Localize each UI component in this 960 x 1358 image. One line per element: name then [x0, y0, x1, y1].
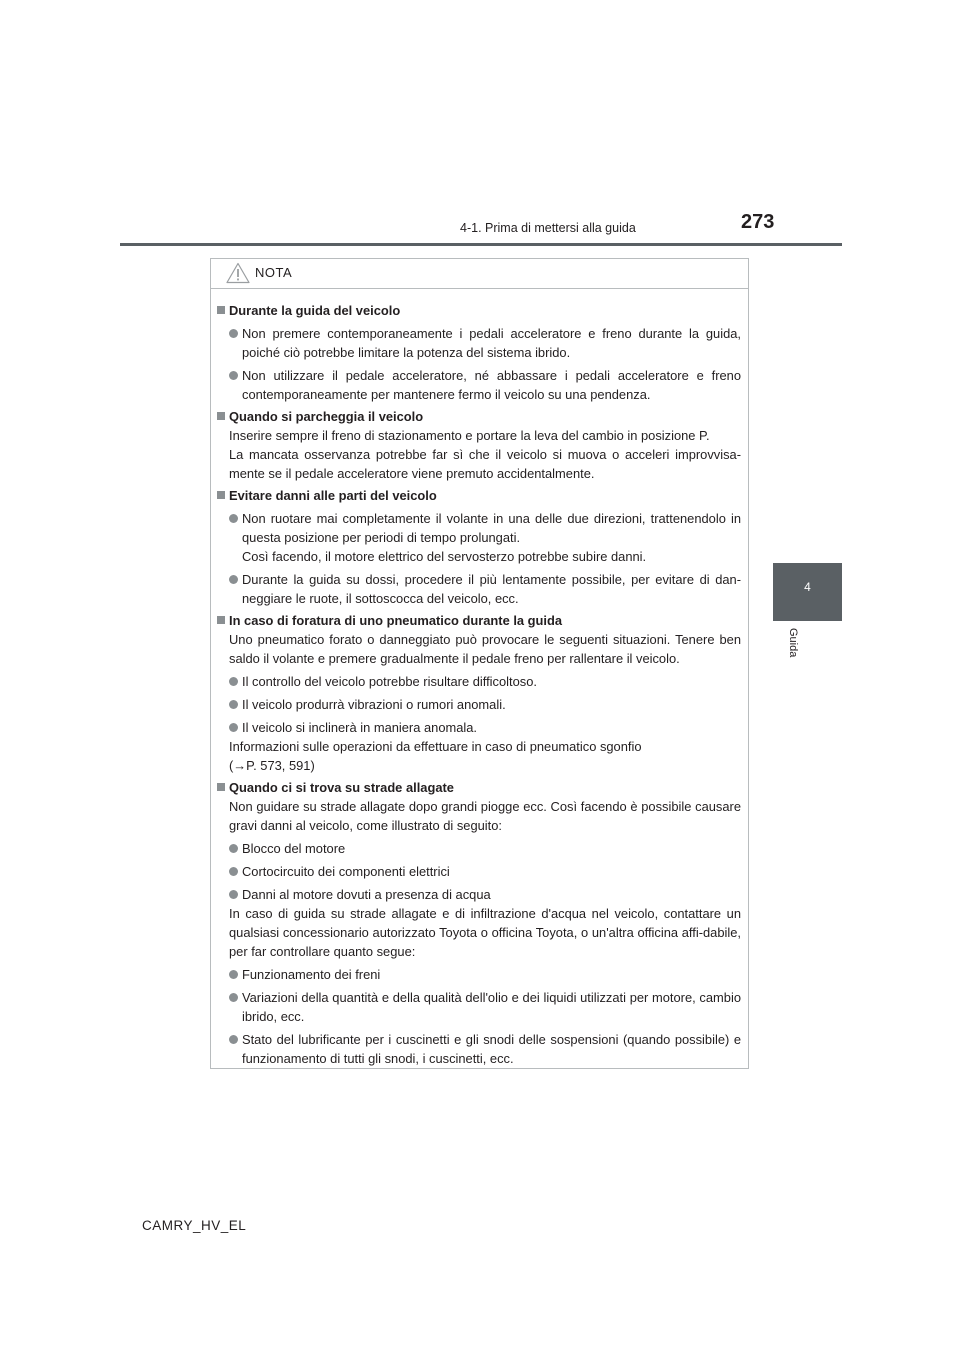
bullet-text: Il controllo del veicolo potrebbe risultare difficoltoso. — [242, 674, 537, 689]
circle-bullet-icon — [229, 329, 238, 338]
notice-section — [217, 611, 741, 775]
circle-bullet-icon — [229, 890, 238, 899]
bullet-text: Cortocircuito dei componenti elettrici — [242, 864, 450, 879]
circle-bullet-icon — [229, 514, 238, 523]
circle-bullet-icon — [229, 700, 238, 709]
paragraph: In caso di guida su strade allagate e di infiltrazione d'acqua nel veicolo, contattare un qualsiasi concessionario autorizzato Toyota o officina Toyota, o un'altra officina affi-dabile, per far controllare quanto segue: — [229, 906, 741, 959]
notice-title: NOTA — [255, 265, 293, 280]
paragraph: Non guidare su strade allagate dopo grandi piogge ecc. Così facendo è possibile causare gravi danni al veicolo, come illustrato di seguito: — [229, 799, 741, 833]
bullet-text: Il veicolo produrrà vibrazioni o rumori anomali. — [242, 697, 506, 712]
section-title — [217, 301, 741, 320]
header-rule — [120, 243, 842, 246]
warning-triangle-icon — [226, 262, 250, 284]
bullet-item — [217, 965, 741, 984]
bullet-item — [217, 885, 741, 904]
bullet-text: Danni al motore dovuti a presenza di acqua — [242, 887, 491, 902]
section-title-text: In caso di foratura di uno pneumatico durante la guida — [229, 613, 563, 628]
notice-section — [217, 407, 741, 483]
circle-bullet-icon — [229, 371, 238, 380]
section-title-text: Quando si parcheggia il veicolo — [229, 409, 424, 424]
bullet-item — [217, 862, 741, 881]
bullet-item — [217, 570, 741, 608]
square-bullet-icon — [217, 616, 225, 624]
square-bullet-icon — [217, 412, 225, 420]
notice-section — [217, 486, 741, 608]
bullet-item — [217, 988, 741, 1026]
footer-model-code: CAMRY_HV_EL — [142, 1218, 247, 1233]
circle-bullet-icon — [229, 970, 238, 979]
chapter-label — [787, 628, 801, 668]
paragraph: (→P. 573, 591) — [229, 758, 315, 773]
square-bullet-icon — [217, 783, 225, 791]
chapter-label-text: Guida — [787, 628, 799, 658]
bullet-text: Variazioni della quantità e della qualità dell'olio e dei liquidi utilizzati per motore, cambio ibrido, ecc. — [242, 990, 741, 1024]
bullet-text: Non utilizzare il pedale acceleratore, né abbassare i pedali acceleratore e freno contemporaneamente per mantenere fermo il veicolo su una pendenza. — [242, 368, 741, 402]
circle-bullet-icon — [229, 723, 238, 732]
bullet-item — [217, 1030, 741, 1068]
circle-bullet-icon — [229, 575, 238, 584]
bullet-text: Non premere contemporaneamente i pedali acceleratore e freno durante la guida, poiché ciò potrebbe limitare la potenza del sistema ibrido. — [242, 326, 741, 360]
section-title-text: Durante la guida del veicolo — [229, 303, 401, 318]
chapter-tab — [773, 563, 842, 621]
bullet-text: Durante la guida su dossi, procedere il più lentamente possibile, per evitare di dan-neggiare le ruote, il sottoscocca del veicolo, ecc. — [242, 572, 741, 606]
square-bullet-icon — [217, 306, 225, 314]
bullet-text: Non ruotare mai completamente il volante in una delle due direzioni, trattenendolo in questa posizione per periodi di tempo prolungati. — [242, 511, 741, 545]
chapter-number: 4 — [804, 580, 811, 594]
page-number: 273 — [741, 211, 775, 233]
section-title-text: Evitare danni alle parti del veicolo — [229, 488, 437, 503]
bullet-text: Funzionamento dei freni — [242, 967, 381, 982]
header-section-title: 4-1. Prima di mettersi alla guida — [460, 221, 636, 235]
bullet-item — [217, 509, 741, 566]
bullet-item — [217, 839, 741, 858]
paragraph: Informazioni sulle operazioni da effettuare in caso di pneumatico sgonfio — [229, 739, 642, 754]
notice-body — [211, 289, 748, 1068]
section-title — [217, 778, 741, 797]
section-title — [217, 407, 741, 426]
circle-bullet-icon — [229, 993, 238, 1002]
paragraph: La mancata osservanza potrebbe far sì che il veicolo si muova o acceleri improvvisa-mente se il pedale acceleratore viene premuto accidentalmente. — [229, 447, 741, 481]
section-title-text: Quando ci si trova su strade allagate — [229, 780, 454, 795]
section-title — [217, 486, 741, 505]
circle-bullet-icon — [229, 677, 238, 686]
paragraph: Inserire sempre il freno di stazionamento e portare la leva del cambio in posizione P. — [229, 428, 710, 443]
bullet-text: Stato del lubrificante per i cuscinetti e gli snodi delle sospensioni (quando possibile) e funzionamento di tutti gli snodi, i cuscinetti, ecc. — [242, 1032, 741, 1066]
bullet-item — [217, 324, 741, 362]
circle-bullet-icon — [229, 844, 238, 853]
square-bullet-icon — [217, 491, 225, 499]
bullet-item — [217, 695, 741, 714]
notice-section — [217, 778, 741, 1068]
section-title — [217, 611, 741, 630]
notice-header — [211, 259, 748, 289]
circle-bullet-icon — [229, 867, 238, 876]
circle-bullet-icon — [229, 1035, 238, 1044]
bullet-item — [217, 672, 741, 691]
bullet-item — [217, 366, 741, 404]
bullet-text: Il veicolo si inclinerà in maniera anomala. — [242, 720, 478, 735]
paragraph: Uno pneumatico forato o danneggiato può provocare le seguenti situazioni. Tenere ben saldo il volante e premere gradualmente il pedale freno per rallentare il veicolo. — [229, 632, 741, 666]
notice-section — [217, 301, 741, 404]
bullet-text: Blocco del motore — [242, 841, 346, 856]
notice-box — [210, 258, 749, 1069]
bullet-item — [217, 718, 741, 737]
bullet-text: Così facendo, il motore elettrico del servosterzo potrebbe subire danni. — [242, 549, 647, 564]
